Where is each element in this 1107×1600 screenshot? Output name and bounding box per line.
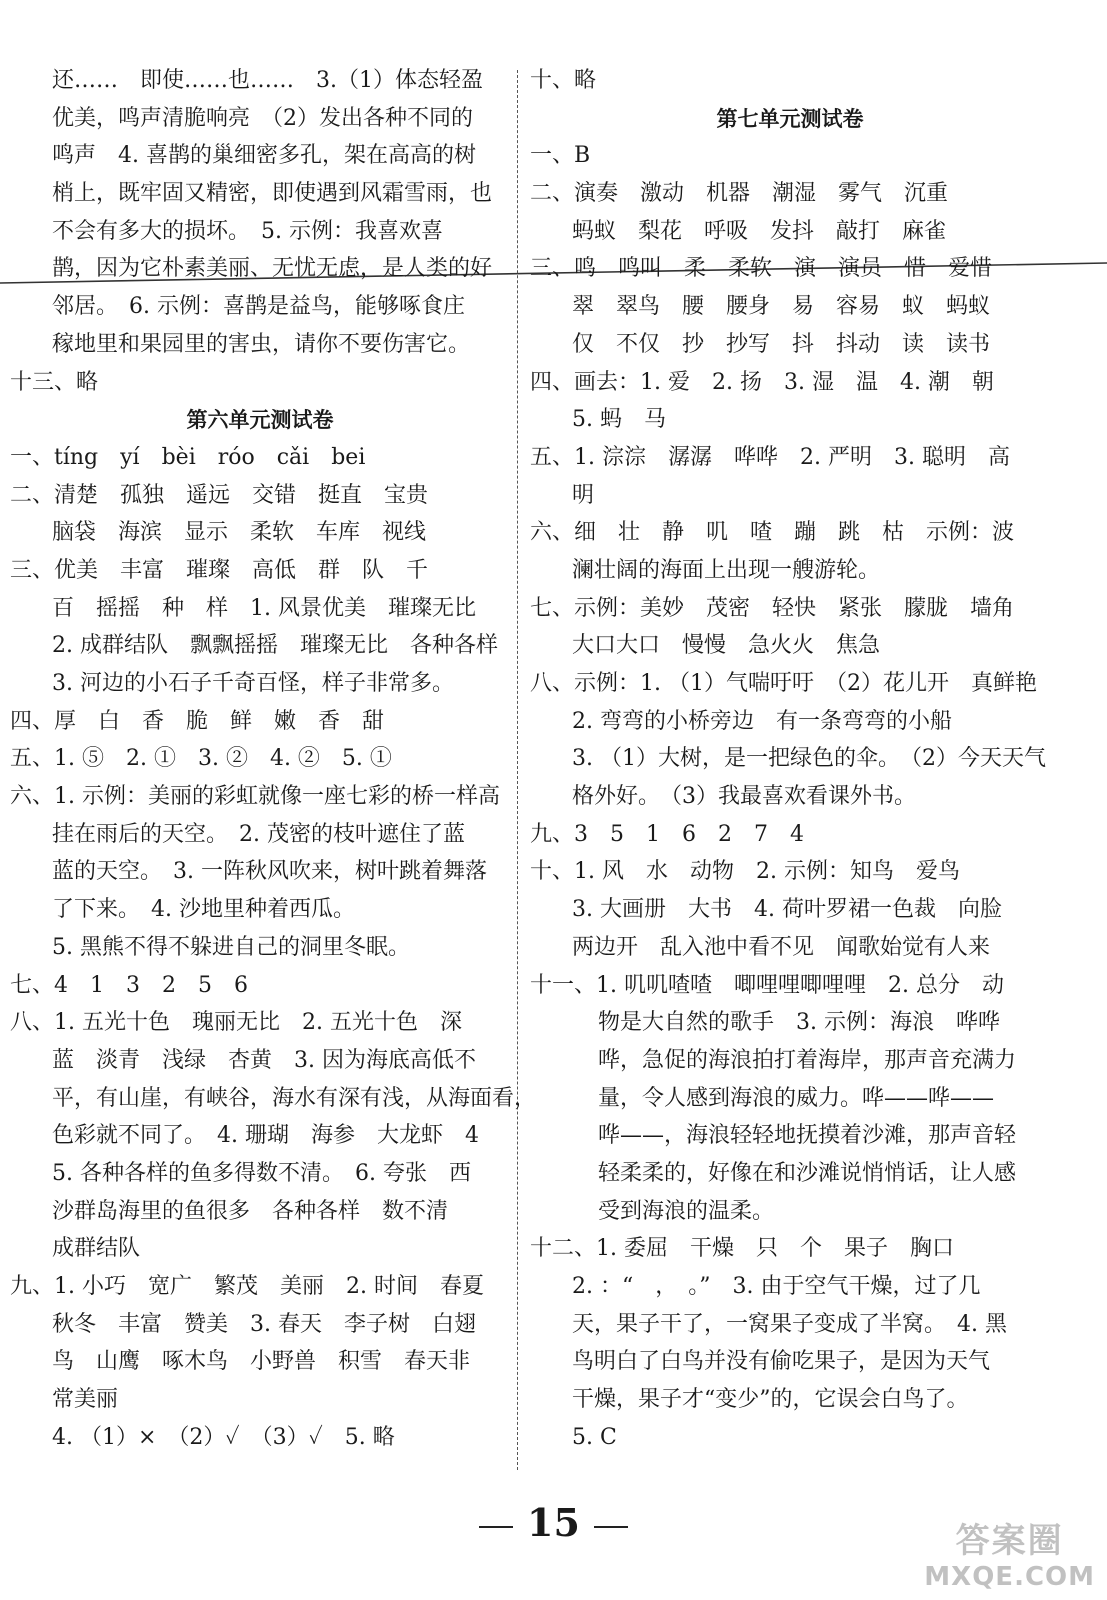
answer-line: 蓝的天空。 3. 一阵秋风吹来，树叶跳着舞落 xyxy=(52,859,487,885)
answer-line: 不会有多大的损坏。 5. 示例：我喜欢喜 xyxy=(52,218,443,244)
answer-line: 格外好。 （3）我最喜欢看课外书。 xyxy=(572,784,916,810)
answer-line: 梢上，既牢固又精密，即使遇到风霜雪雨，也 xyxy=(52,181,493,207)
answer-line: 色彩就不同了。 4. 珊瑚 海参 大龙虾 4 xyxy=(52,1123,479,1149)
answer-line: 澜壮阔的海面上出现一艘游轮。 xyxy=(572,557,881,583)
answer-line: 十一、1. 叽叽喳喳 唧哩哩唧哩哩 2. 总分 动 xyxy=(530,972,1004,998)
section-heading: 第七单元测试卷 xyxy=(716,105,864,131)
answer-line: 二、演奏 激动 机器 潮湿 雾气 沉重 xyxy=(530,181,949,207)
answer-line: 2. ：“ ， 。” 3. 由于空气干燥，过了几 xyxy=(572,1274,981,1299)
column-divider xyxy=(517,70,518,1470)
answer-line: 轻柔柔的，好像在和沙滩说悄悄话，让人感 xyxy=(598,1160,1017,1186)
answer-line: 八、示例：1. （1）气喘吁吁 （2）花儿开 真鲜艳 xyxy=(530,671,1037,696)
answer-line: 5. 各种各样的鱼多得数不清。 6. 夸张 西 xyxy=(52,1160,471,1186)
answer-line: 受到海浪的温柔。 xyxy=(598,1198,775,1224)
answer-line: 秋冬 丰富 赞美 3. 春天 李子树 白翅 xyxy=(52,1311,476,1337)
answer-line: 一、tíng yí bèi róo cǎi bei xyxy=(10,444,366,470)
answer-line: 一、B xyxy=(530,143,591,169)
answer-line: 三、优美 丰富 璀璨 高低 群 队 千 xyxy=(10,557,429,583)
answer-line: 五、1. 淙淙 潺潺 哗哗 2. 严明 3. 聪明 高 xyxy=(530,444,1010,470)
answer-line: 明 xyxy=(572,482,595,508)
answer-line: 天，果子干了，一窝果子变成了半窝。 4. 黑 xyxy=(572,1311,1007,1337)
answer-line: 十二、1. 委屈 干燥 只 个 果子 胸口 xyxy=(530,1236,954,1262)
answer-line: 5. 黑熊不得不躲进自己的洞里冬眠。 xyxy=(52,934,410,960)
answer-line: 二、清楚 孤独 遥远 交错 挺直 宝贵 xyxy=(10,482,429,508)
answer-line: 大口大口 慢慢 急火火 焦急 xyxy=(572,633,881,659)
watermark-logo xyxy=(924,1513,1095,1592)
answer-line: 四、厚 白 香 脆 鲜 嫩 香 甜 xyxy=(10,708,385,734)
answer-line: 十、1. 风 水 动物 2. 示例：知鸟 爱鸟 xyxy=(530,859,960,885)
answer-line: 物是大自然的歌手 3. 示例：海浪 哗哗 xyxy=(598,1010,1000,1036)
answer-line: 仅 不仅 抄 抄写 抖 抖动 读 读书 xyxy=(572,331,991,357)
answer-line: 脑袋 海滨 显示 柔软 车库 视线 xyxy=(52,520,427,546)
answer-line: 了下来。 4. 沙地里种着西瓜。 xyxy=(52,897,355,923)
answer-line: 稼地里和果园里的害虫，请你不要伤害它。 xyxy=(52,331,471,357)
answer-line: 4. （1）× （2）✓ （3）✓ 5. 略 xyxy=(52,1424,395,1450)
watermark-bottom-text: MXQE.COM xyxy=(924,1562,1095,1592)
answer-line: 九、3 5 1 6 2 7 4 xyxy=(530,821,804,847)
answer-line: 干燥，果子才“变少”的，它误会白鸟了。 xyxy=(572,1387,969,1413)
right-column xyxy=(530,62,1050,1456)
answer-line: 十三、略 xyxy=(10,369,99,395)
answer-line: 三、鸣 鸣叫 柔 柔软 演 演员 惜 爱惜 xyxy=(530,256,993,282)
answer-line: 两边开 乱入池中看不见 闻歌始觉有人来 xyxy=(572,934,991,960)
answer-line: 七、示例：美妙 茂密 轻快 紧张 朦胧 墙角 xyxy=(530,595,1015,621)
answer-line: 优美，鸣声清脆响亮 （2）发出各种不同的 xyxy=(52,105,473,131)
answer-line: 蚂蚁 梨花 呼吸 发抖 敲打 麻雀 xyxy=(572,218,947,244)
watermark-top-text: 答案圈 xyxy=(955,1521,1064,1561)
left-column xyxy=(10,62,537,1456)
answer-line: 六、1. 示例：美丽的彩虹就像一座七彩的桥一样高 xyxy=(10,784,500,810)
answer-line: 十、略 xyxy=(530,68,597,93)
answer-line: 3. （1）大树，是一把绿色的伞。 （2）今天天气 xyxy=(572,746,1046,772)
answer-line: 5. C xyxy=(572,1424,617,1450)
answer-line: 量，令人感到海浪的威力。哗——哗—— xyxy=(598,1085,995,1111)
answer-line: 七、4 1 3 2 5 6 xyxy=(10,972,248,998)
answer-line: 鸟 山鹰 啄木鸟 小野兽 积雪 春天非 xyxy=(52,1349,471,1375)
answer-line: 九、1. 小巧 宽广 繁茂 美丽 2. 时间 春夏 xyxy=(10,1274,484,1299)
page-number-value: 15 xyxy=(527,1500,580,1545)
answer-line: 2. 弯弯的小桥旁边 有一条弯弯的小船 xyxy=(572,708,952,734)
answer-line: 平，有山崖，有峡谷，海水有深有浅，从海面看， xyxy=(52,1085,537,1111)
answer-line: 哗——，海浪轻轻地抚摸着沙滩，那声音轻 xyxy=(598,1123,1017,1149)
answer-line: 邻居。 6. 示例：喜鹊是益鸟，能够啄食庄 xyxy=(52,294,465,320)
answer-line: 百 摇摇 种 样 1. 风景优美 璀璨无比 xyxy=(52,595,476,621)
answer-line: 鸣声 4. 喜鹊的巢细密多孔，架在高高的树 xyxy=(52,143,476,169)
answer-line: 还…… 即使……也…… 3.（1）体态轻盈 xyxy=(52,68,483,93)
answer-line: 3. 河边的小石子千奇百怪，样子非常多。 xyxy=(52,671,454,696)
section-heading: 第六单元测试卷 xyxy=(186,407,334,433)
answer-line: 鹊，因为它朴素美丽、无忧无虑，是人类的好 xyxy=(52,256,493,282)
answer-line: 沙群岛海里的鱼很多 各种各样 数不清 xyxy=(52,1198,449,1224)
answer-line: 挂在雨后的天空。 2. 茂密的枝叶遮住了蓝 xyxy=(52,821,465,847)
answer-line: 常美丽 xyxy=(52,1387,119,1413)
page-number-dash-left xyxy=(479,1526,513,1528)
answer-line: 四、画去：1. 爱 2. 扬 3. 湿 温 4. 潮 朝 xyxy=(530,369,994,395)
answer-line: 5. 蚂 马 xyxy=(572,407,666,433)
answer-line: 成群结队 xyxy=(52,1236,141,1262)
answer-line: 鸟明白了白鸟并没有偷吃果子，是因为天气 xyxy=(572,1349,991,1375)
answer-line: 八、1. 五光十色 瑰丽无比 2. 五光十色 深 xyxy=(10,1010,462,1036)
answer-line: 五、1. ⑤ 2. ① 3. ② 4. ② 5. ① xyxy=(10,746,392,772)
answer-line: 哗，急促的海浪拍打着海岸，那声音充满力 xyxy=(598,1047,1017,1073)
answer-line: 翠 翠鸟 腰 腰身 易 容易 蚁 蚂蚁 xyxy=(572,294,991,320)
page-number-dash-right xyxy=(594,1526,628,1528)
answer-line: 六、细 壮 静 叽 喳 蹦 跳 枯 示例：波 xyxy=(530,520,1015,546)
answer-line: 3. 大画册 大书 4. 荷叶罗裙一色裁 向脸 xyxy=(572,897,1002,923)
answer-line: 2. 成群结队 飘飘摇摇 璀璨无比 各种各样 xyxy=(52,633,498,659)
answer-line: 蓝 淡青 浅绿 杏黄 3. 因为海底高低不 xyxy=(52,1047,476,1073)
